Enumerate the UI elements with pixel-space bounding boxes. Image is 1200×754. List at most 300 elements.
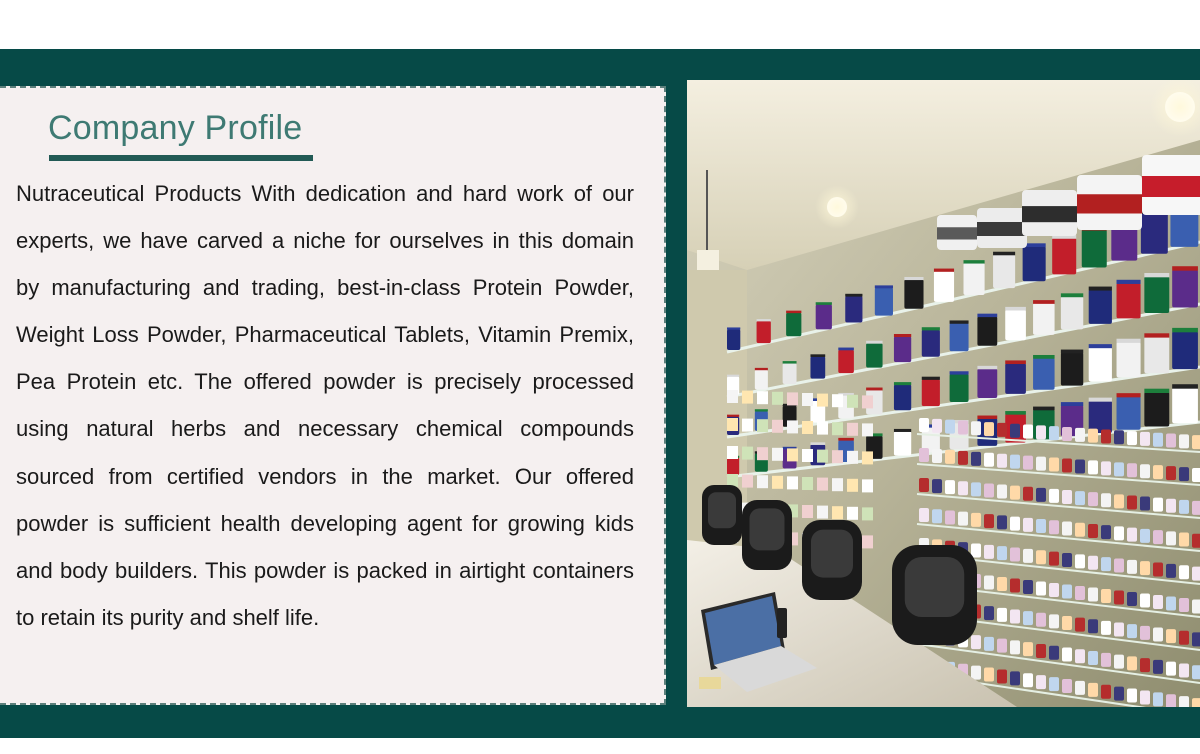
supplement-jar (922, 330, 940, 357)
supplement-bottle (1023, 611, 1033, 625)
cabinet-bottle (847, 423, 858, 436)
supplement-bottle (945, 510, 955, 524)
supplement-bottle (997, 454, 1007, 468)
supplement-bottle (1062, 648, 1072, 662)
supplement-jar (977, 316, 997, 346)
supplement-jar (755, 370, 768, 390)
supplement-jar (934, 271, 954, 302)
supplement-bottle (1049, 583, 1059, 597)
supplement-bottle (919, 508, 929, 522)
supplement-bottle (997, 423, 1007, 437)
supplement-bottle (1140, 658, 1150, 672)
supplement-bottle (1140, 464, 1150, 478)
cabinet-bottle (757, 475, 768, 488)
supplement-bottle (1179, 434, 1189, 448)
supplement-bottle (1088, 588, 1098, 602)
supplement-bottle (997, 669, 1007, 683)
supplement-bottle (1179, 631, 1189, 645)
supplement-jar (1052, 238, 1076, 275)
supplement-bottle (1049, 520, 1059, 534)
supplement-jar (894, 384, 911, 410)
cabinet-bottle (847, 507, 858, 520)
cabinet-bottle (817, 394, 828, 407)
chair-mesh (708, 492, 736, 528)
supplement-bottle (1049, 426, 1059, 440)
supplement-bottle (1179, 467, 1189, 481)
cabinet-bottle (757, 447, 768, 460)
jar-lid (894, 429, 911, 432)
cabinet-bottle (727, 418, 738, 431)
supplement-bottle (971, 666, 981, 680)
jar-lid (810, 442, 825, 445)
supplement-jar (866, 343, 882, 368)
cabinet-bottle (847, 395, 858, 408)
supplement-jar (786, 313, 801, 337)
cabinet-bottle (817, 478, 828, 491)
jar-lid (727, 327, 740, 329)
supplement-bottle (1062, 679, 1072, 693)
jar-lid (1033, 300, 1055, 304)
cabinet-bottle (757, 391, 768, 404)
jar-lid (1117, 280, 1141, 284)
cabinet-bottle (772, 392, 783, 405)
cabinet-bottle (757, 419, 768, 432)
supplement-bottle (1153, 660, 1163, 674)
supplement-jar (1061, 296, 1083, 329)
supplement-bottle (1036, 488, 1046, 502)
supplement-bottle (1062, 522, 1072, 536)
supplement-bottle (1166, 434, 1176, 448)
supplement-bottle (1127, 495, 1137, 509)
supplement-bottle (945, 420, 955, 434)
supplement-bottle (1101, 493, 1111, 507)
supplement-bottle (1153, 530, 1163, 544)
jar-lid (866, 341, 882, 344)
supplement-bottle (1010, 424, 1020, 438)
supplement-bottle (932, 449, 942, 463)
supplement-bottle (971, 482, 981, 496)
supplement-bottle (1101, 557, 1111, 571)
supplement-jar (922, 379, 940, 406)
supplement-bottle (919, 418, 929, 432)
supplement-bottle (932, 419, 942, 433)
cabinet-bottle (742, 391, 753, 404)
cabinet-bottle (742, 419, 753, 432)
jar-lid (1005, 360, 1026, 364)
supplement-jar (1033, 303, 1055, 335)
supplement-bottle (997, 485, 1007, 499)
supplement-bottle (1088, 619, 1098, 633)
supplement-bottle (984, 422, 994, 436)
supplement-bottle (1062, 427, 1072, 441)
cabinet-bottle (832, 422, 843, 435)
supplement-bottle (984, 668, 994, 682)
supplement-jar (993, 254, 1015, 288)
jar-lid (866, 388, 882, 391)
cabinet-bottle (817, 422, 828, 435)
supplement-bottle (1153, 627, 1163, 641)
supplement-jar (1089, 347, 1112, 381)
cabinet-bottle (772, 448, 783, 461)
supplement-bottle (1088, 556, 1098, 570)
supplement-jar (1033, 358, 1055, 390)
supplement-jar (1144, 337, 1169, 374)
supplement-bottle (1127, 431, 1137, 445)
supplement-jar (875, 288, 893, 316)
cabinet-bottle (832, 506, 843, 519)
cabinet-bottle (862, 451, 873, 464)
supplement-bottle (984, 545, 994, 559)
tub-label-band (1077, 194, 1142, 213)
supplement-bottle (984, 483, 994, 497)
supplement-bottle (1036, 675, 1046, 689)
supplement-bottle (1062, 585, 1072, 599)
cabinet-bottle (787, 392, 798, 405)
supplement-bottle (1075, 459, 1085, 473)
supplement-bottle (1166, 662, 1176, 676)
supplement-bottle (1140, 561, 1150, 575)
store-photo (687, 80, 1200, 707)
supplement-bottle (984, 514, 994, 528)
jar-lid (1089, 287, 1112, 291)
supplement-bottle (1153, 465, 1163, 479)
supplement-bottle (1153, 498, 1163, 512)
cabinet-bottle (862, 423, 873, 436)
supplement-bottle (1140, 594, 1150, 608)
supplement-jar (950, 374, 969, 402)
supplement-bottle (1127, 528, 1137, 542)
supplement-bottle (1010, 486, 1020, 500)
supplement-jar (950, 323, 969, 351)
supplement-jar (904, 279, 923, 308)
supplement-bottle (1114, 526, 1124, 540)
jar-lid (727, 375, 739, 377)
supplement-bottle (1127, 624, 1137, 638)
supplement-bottle (1023, 456, 1033, 470)
supplement-bottle (1023, 673, 1033, 687)
jar-lid (755, 368, 768, 370)
supplement-bottle (1101, 429, 1111, 443)
supplement-bottle (1062, 459, 1072, 473)
supplement-bottle (1140, 626, 1150, 640)
supplement-jar (1172, 331, 1198, 369)
cabinet-bottle (847, 479, 858, 492)
supplement-bottle (1023, 580, 1033, 594)
jar-lid (1061, 350, 1083, 354)
supplement-bottle (1179, 500, 1189, 514)
supplement-bottle (1192, 600, 1200, 614)
supplement-bottle (1101, 589, 1111, 603)
cabinet-bottle (847, 451, 858, 464)
cabinet-bottle (832, 394, 843, 407)
supplement-bottle (958, 451, 968, 465)
supplement-bottle (1192, 534, 1200, 548)
supplement-bottle (1062, 553, 1072, 567)
jar-lid (1005, 307, 1026, 311)
supplement-bottle (1075, 586, 1085, 600)
supplement-bottle (1010, 609, 1020, 623)
jar-lid (838, 438, 854, 441)
jar-lid (1033, 355, 1055, 359)
jar-lid (727, 415, 739, 417)
jar-lid (838, 348, 854, 351)
supplement-bottle (984, 453, 994, 467)
supplement-jar (964, 263, 985, 295)
supplement-bottle (1166, 564, 1176, 578)
supplement-bottle (1088, 651, 1098, 665)
cabinet-bottle (832, 478, 843, 491)
supplement-bottle (958, 512, 968, 526)
supplement-bottle (1153, 563, 1163, 577)
jar-lid (894, 382, 911, 385)
tub-label-band (1142, 176, 1200, 197)
cabinet-bottle (817, 506, 828, 519)
supplement-bottle (1049, 552, 1059, 566)
supplement-bottle (1049, 489, 1059, 503)
supplement-jar (727, 457, 739, 475)
supplement-bottle (1101, 461, 1111, 475)
cabinet-bottle (742, 447, 753, 460)
jar-lid (810, 354, 825, 357)
jar-lid (783, 361, 797, 363)
supplement-bottle (997, 639, 1007, 653)
supplement-bottle (971, 421, 981, 435)
supplement-bottle (1166, 499, 1176, 513)
cabinet-bottle (772, 420, 783, 433)
section-heading: Company Profile (48, 109, 303, 147)
jar-lid (894, 334, 911, 337)
supplement-bottle (1075, 428, 1085, 442)
tub-label-band (1022, 206, 1077, 222)
supplement-bottle (1023, 487, 1033, 501)
supplement-bottle (984, 606, 994, 620)
supplement-bottle (1166, 629, 1176, 643)
supplement-jar (757, 321, 771, 343)
cabinet-bottle (727, 390, 738, 403)
supplement-bottle (1088, 683, 1098, 697)
supplement-bottle (1036, 582, 1046, 596)
jar-lid (1005, 411, 1026, 415)
supplement-bottle (971, 452, 981, 466)
jar-lid (964, 260, 985, 263)
cabinet-bottle (787, 476, 798, 489)
supplement-bottle (1192, 501, 1200, 515)
supplement-bottle (1075, 554, 1085, 568)
supplement-bottle (1192, 468, 1200, 482)
supplement-bottle (984, 576, 994, 590)
supplement-jar (1172, 270, 1198, 308)
supplement-bottle (1114, 558, 1124, 572)
supplement-bottle (1036, 519, 1046, 533)
supplement-jar (845, 296, 862, 323)
supplement-bottle (932, 479, 942, 493)
supplement-bottle (1049, 458, 1059, 472)
cabinet-bottle (802, 449, 813, 462)
supplement-bottle (1075, 491, 1085, 505)
supplement-bottle (1153, 692, 1163, 706)
supplement-bottle (1088, 492, 1098, 506)
supplement-bottle (919, 448, 929, 462)
supplement-bottle (945, 450, 955, 464)
supplement-bottle (1049, 646, 1059, 660)
chair-mesh (811, 530, 853, 578)
supplement-jar (1117, 342, 1141, 378)
supplement-bottle (1010, 640, 1020, 654)
jar-lid (950, 320, 969, 323)
company-description: Nutraceutical Products With dedication and hard work of our experts, we have carved a niche for ourselves in this domain by manufacturing and trading, best-in-class Protein Powder, Weight Loss Powder, Pharmaceutical Tablets, Vitamin Premix, Pea Protein etc. The offered powder is precisely processed using natural herbs and necessary chemical compounds sourced from certified vendors in the market. Our offered powder is sufficient health developing agent for growing kids and body builders. This powder is packed in airtight containers to retain its purity and shelf life. (16, 181, 634, 630)
jar-lid (950, 371, 969, 374)
cabinet-bottle (862, 395, 873, 408)
hanging-lamp (697, 250, 719, 272)
supplement-bottle (1166, 694, 1176, 707)
supplement-bottle (984, 637, 994, 651)
supplement-bottle (1127, 592, 1137, 606)
supplement-jar (894, 431, 911, 455)
chair-mesh (750, 508, 785, 550)
jar-lid (1061, 293, 1083, 297)
supplement-jar (838, 350, 854, 374)
supplement-bottle (1127, 463, 1137, 477)
supplement-bottle (1088, 460, 1098, 474)
supplement-jar (1141, 213, 1168, 254)
jar-lid (1144, 333, 1169, 337)
supplement-bottle (1075, 681, 1085, 695)
cabinet-bottle (862, 535, 873, 548)
supplement-bottle (1049, 677, 1059, 691)
supplement-jar (1082, 230, 1107, 268)
supplement-bottle (997, 546, 1007, 560)
supplement-bottle (1010, 548, 1020, 562)
desk-device (699, 677, 721, 689)
supplement-jar (1144, 276, 1169, 313)
supplement-bottle (971, 635, 981, 649)
supplement-bottle (1023, 549, 1033, 563)
supplement-bottle (1114, 687, 1124, 701)
supplement-bottle (1192, 698, 1200, 707)
jar-lid (922, 377, 940, 380)
supplement-bottle (997, 608, 1007, 622)
jar-lid (1172, 384, 1198, 388)
cabinet-bottle (787, 420, 798, 433)
supplement-bottle (1114, 623, 1124, 637)
supplement-bottle (1153, 595, 1163, 609)
jar-lid (757, 319, 771, 321)
supplement-bottle (1023, 642, 1033, 656)
supplement-jar (816, 304, 832, 329)
supplement-bottle (1127, 689, 1137, 703)
supplement-bottle (1010, 455, 1020, 469)
supplement-bottle (971, 543, 981, 557)
jar-lid (1144, 389, 1169, 393)
supplement-bottle (1127, 560, 1137, 574)
jar-lid (845, 294, 862, 297)
supplement-bottle (1192, 435, 1200, 449)
jar-lid (977, 416, 997, 419)
jar-lid (977, 314, 997, 317)
supplement-jar (1172, 388, 1198, 424)
supplement-bottle (1088, 429, 1098, 443)
jar-lid (875, 285, 893, 288)
supplement-bottle (1075, 649, 1085, 663)
supplement-bottle (1023, 425, 1033, 439)
jar-lid (993, 252, 1015, 256)
supplement-bottle (1179, 598, 1189, 612)
supplement-jar (1005, 310, 1026, 341)
supplement-bottle (945, 480, 955, 494)
supplement-bottle (1192, 567, 1200, 581)
supplement-bottle (1023, 518, 1033, 532)
jar-lid (922, 327, 940, 330)
supplement-bottle (1036, 550, 1046, 564)
supplement-bottle (1036, 457, 1046, 471)
supplement-jar (1005, 363, 1026, 394)
cabinet-bottle (727, 446, 738, 459)
supplement-bottle (919, 478, 929, 492)
cabinet-bottle (862, 507, 873, 520)
supplement-bottle (1114, 462, 1124, 476)
heading-underline (49, 155, 313, 161)
jar-lid (1144, 273, 1169, 277)
jar-lid (1172, 328, 1198, 332)
supplement-bottle (1166, 466, 1176, 480)
supplement-bottle (1075, 618, 1085, 632)
supplement-jar (1089, 401, 1112, 433)
supplement-bottle (997, 515, 1007, 529)
jar-lid (904, 277, 923, 280)
supplement-bottle (1036, 613, 1046, 627)
supplement-bottle (1166, 531, 1176, 545)
supplement-bottle (1179, 533, 1189, 547)
store-interior-illustration (687, 80, 1200, 707)
supplement-bottle (932, 509, 942, 523)
supplement-bottle (1140, 690, 1150, 704)
supplement-bottle (1062, 616, 1072, 630)
supplement-bottle (1101, 621, 1111, 635)
supplement-bottle (1192, 632, 1200, 646)
supplement-jar (1089, 290, 1112, 324)
supplement-bottle (1179, 663, 1189, 677)
supplement-bottle (1010, 517, 1020, 531)
supplement-bottle (1114, 655, 1124, 669)
supplement-bottle (1179, 696, 1189, 707)
supplement-bottle (1140, 529, 1150, 543)
supplement-bottle (1192, 665, 1200, 679)
supplement-bottle (1179, 565, 1189, 579)
supplement-bottle (1153, 433, 1163, 447)
supplement-bottle (1114, 591, 1124, 605)
supplement-bottle (1010, 671, 1020, 685)
supplement-bottle (1114, 494, 1124, 508)
supplement-jar (1061, 352, 1083, 385)
supplement-bottle (1166, 597, 1176, 611)
chair-mesh (905, 557, 965, 617)
supplement-bottle (1010, 579, 1020, 593)
supplement-jar (810, 356, 825, 378)
jar-lid (1061, 402, 1083, 406)
ceiling-light-glow (815, 185, 859, 229)
supplement-bottle (1101, 653, 1111, 667)
supplement-bottle (1062, 490, 1072, 504)
supplement-jar (1117, 283, 1141, 319)
jar-lid (1117, 393, 1141, 397)
jar-lid (934, 269, 954, 272)
supplement-jar (1023, 246, 1046, 281)
jar-lid (786, 311, 801, 314)
jar-lid (1089, 398, 1112, 402)
jar-lid (1172, 266, 1198, 270)
supplement-bottle (997, 577, 1007, 591)
cabinet-bottle (802, 421, 813, 434)
